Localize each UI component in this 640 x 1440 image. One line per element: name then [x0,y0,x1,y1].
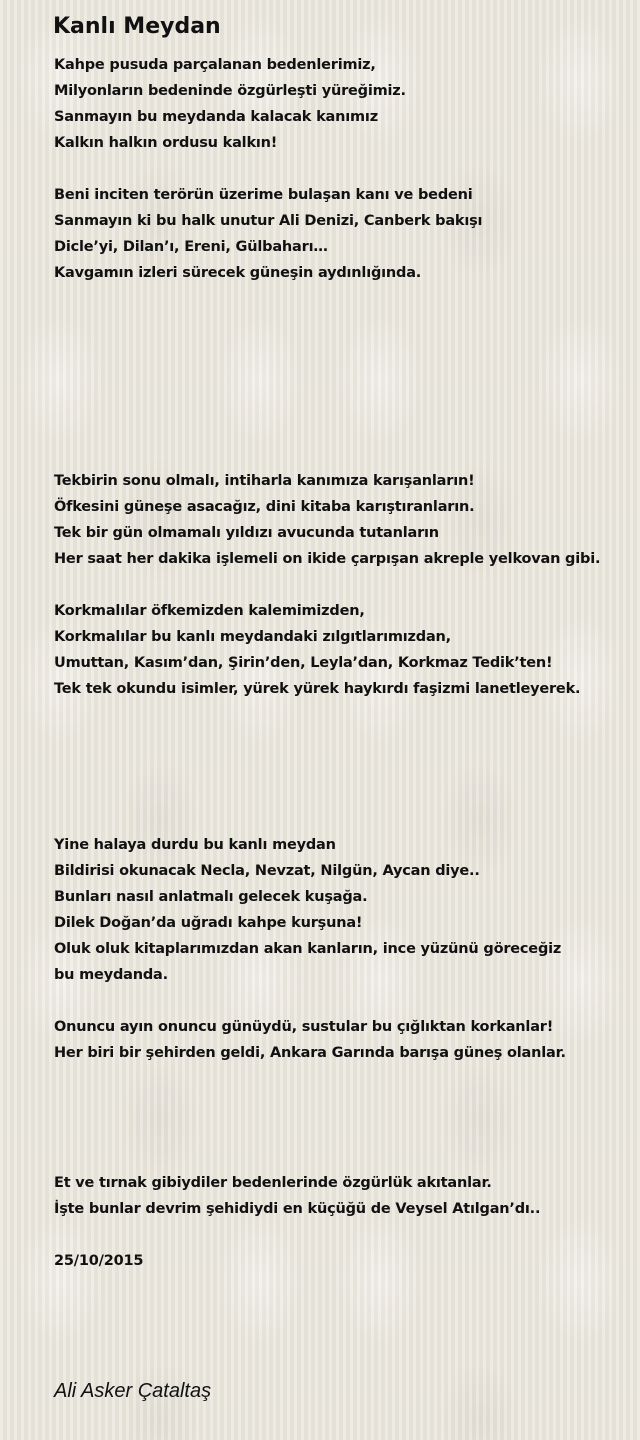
poem-line: Korkmalılar öfkemizden kalemimizden, [54,603,365,619]
poem-line: Tek bir gün olmamalı yıldızı avucunda tutanların [54,525,439,541]
poem-line: Oluk oluk kitaplarımızdan akan kanların, ince yüzünü göreceğiz [54,941,562,957]
poem-line: Milyonların bedeninde özgürleşti yüreğimiz. [54,83,406,99]
poem-line [54,806,634,832]
poem-line [54,1144,634,1170]
poem-line: Tekbirin sonu olmalı, intiharla kanımıza karışanların! [54,473,475,489]
poem-line: Bildirisi okunacak Necla, Nevzat, Nilgün, Aycan diye.. [54,863,480,879]
poem-line [54,988,634,1014]
poem-line [54,338,634,364]
poem-line [54,1066,634,1092]
poem-line [54,312,634,338]
poem-line: Kalkın halkın ordusu kalkın! [54,135,278,151]
poem-line: Et ve tırnak gibiydiler bedenlerinde özgürlük akıtanlar. [54,1175,492,1191]
poem-line: Öfkesini güneşe asacağız, dini kitaba karıştıranların. [54,499,475,515]
poem-line: Tek tek okundu isimler, yürek yürek haykırdı faşizmi lanetleyerek. [54,681,581,697]
poem-line [54,1092,634,1118]
poem-line: Onuncu ayın onuncu günüydü, sustular bu çığlıktan korkanlar! [54,1019,554,1035]
poem-line: Umuttan, Kasım’dan, Şirin’den, Leyla’dan, Korkmaz Tedik’ten! [54,655,553,671]
poem-line [54,442,634,468]
poem-line: Sanmayın bu meydanda kalacak kanımız [54,109,378,125]
poem-line: Kahpe pusuda parçalanan bedenlerimiz, [54,57,376,73]
poem-line [54,364,634,390]
poem-line [54,754,634,780]
poem-line: Dicle’yi, Dilan’ı, Ereni, Gülbaharı… [54,239,328,255]
poem-line: Sanmayın ki bu halk unutur Ali Denizi, Canberk bakışı [54,213,483,229]
poem-line: Korkmalılar bu kanlı meydandaki zılgıtlarımızdan, [54,629,451,645]
poem-line: Bunları nasıl anlatmalı gelecek kuşağa. [54,889,368,905]
poem-line [54,702,634,728]
poem-line: İşte bunlar devrim şehidiydi en küçüğü de Veysel Atılgan’dı.. [54,1201,541,1217]
poem-line [54,728,634,754]
poem-line [54,416,634,442]
poem-body [54,52,634,1274]
poem-line [54,780,634,806]
poem-line: Dilek Doğan’da uğradı kahpe kurşuna! [54,915,363,931]
poem-date: 25/10/2015 [54,1253,144,1269]
poem-line [54,390,634,416]
poem-line: Yine halaya durdu bu kanlı meydan [54,837,336,853]
poem-line: Her saat her dakika işlemeli on ikide çarpışan akreple yelkovan gibi. [54,551,601,567]
poem-line [54,286,634,312]
poem-line: Her biri bir şehirden geldi, Ankara Garında barışa güneş olanlar. [54,1045,566,1061]
poem-line: Kavgamın izleri sürecek güneşin aydınlığında. [54,265,422,281]
author-signature: Ali Asker Çataltaş [54,1380,212,1402]
poem-line [54,156,634,182]
poem-line [54,572,634,598]
poem-line [54,1222,634,1248]
poem-line: bu meydanda. [54,967,168,983]
poem-line [54,1118,634,1144]
poem-line: Beni inciten terörün üzerime bulaşan kanı ve bedeni [54,187,473,203]
poem-title: Kanlı Meydan [53,14,221,39]
